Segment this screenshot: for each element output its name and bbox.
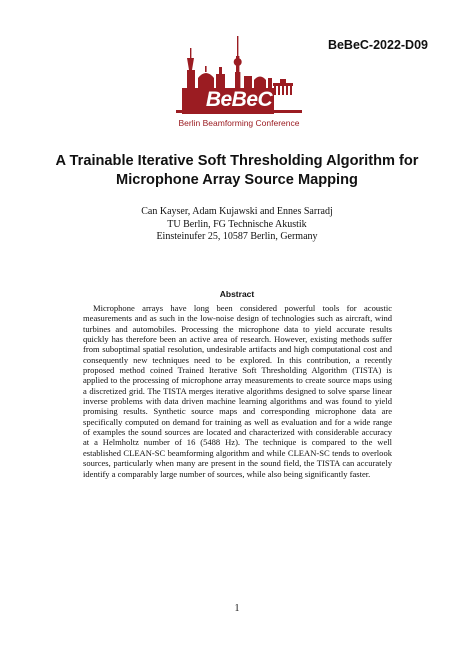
abstract-heading: Abstract bbox=[219, 289, 255, 299]
conference-logo bbox=[176, 36, 302, 132]
logo-wordmark: BeBeC bbox=[205, 88, 273, 111]
logo-subtitle: Berlin Beamforming Conference bbox=[178, 118, 300, 128]
address: Einsteinufer 25, 10587 Berlin, Germany bbox=[156, 231, 318, 242]
author-block bbox=[40, 206, 434, 244]
document-id: BeBeC-2022-D09 bbox=[327, 38, 428, 52]
affiliation: TU Berlin, FG Technische Akustik bbox=[167, 218, 307, 230]
abstract-text: Microphone arrays have long been considered powerful tools for acoustic measurements and as such in the low-noise design of technologies such as aircraft, wind turbines and automobiles. Processing the microphone data to yield accurate results quickly has therefore been an active area of research. However, existing methods suffer from suboptimal spatial resolution, undesirable artifacts and high computational cost and consequently new techniques need to be explored. In this contribution, a recently proposed method coined Trained Iterative Soft Thresholding Algorithm (TISTA) is applied to the processing of microphone array measurements to create source maps using a discretized grid. The TISTA merges iterative algorithms designed to solve sparse linear inverse problems with data driven machine learning algorithms and was found to yield promising results. Synthetic source maps and corresponding microphone data are specifically computed on demand for training as well as evaluation and for a wide range of examples the sound sources are located and characterized with considerable accuracy at a Helmholtz number of 16 (5488 Hz). The technique is compared to the well established CLEAN-SC beamforming algorithm and while CLEAN-SC tends to overlook sources, particularly when many are present in the sound field, the TISTA can accurately identify a comparably large number of sources, while also being significantly faster. bbox=[83, 303, 392, 479]
title-line-1: A Trainable Iterative Soft Thresholding Algorithm for bbox=[55, 153, 419, 169]
page-number: 1 bbox=[234, 603, 240, 614]
author-names: Can Kayser, Adam Kujawski and Ennes Sarradj bbox=[141, 206, 333, 217]
title-line-2: Microphone Array Source Mapping bbox=[116, 172, 358, 188]
paper-title bbox=[40, 152, 434, 190]
